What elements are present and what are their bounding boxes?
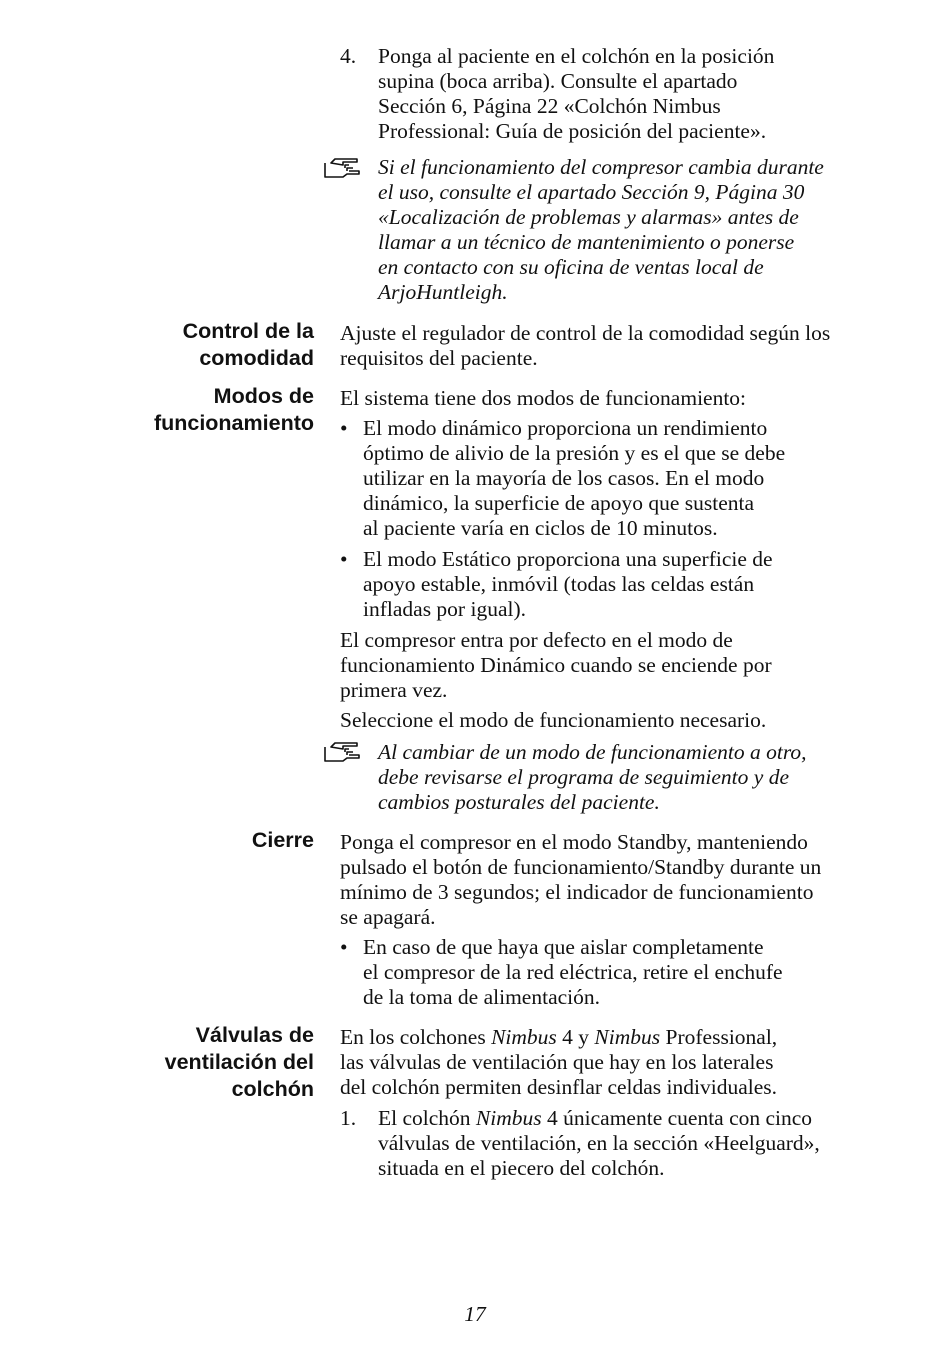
note-compressor [378, 155, 862, 305]
step-number: 4. [340, 44, 357, 68]
text-line: el compresor de la red eléctrica, retire el enchufe [363, 960, 783, 984]
bullet-symbol: • [340, 547, 348, 571]
product-name: Nimbus [475, 1106, 542, 1130]
text-line: Al cambiar de un modo de funcionamiento a otro, [378, 740, 807, 764]
heading-line: ventilación del [164, 1050, 314, 1074]
text-line: El modo Estático proporciona una superficie de [363, 547, 773, 571]
text-line: óptimo de alivio de la presión y es el que se debe [363, 441, 786, 465]
heading-comfort-control [183, 318, 314, 372]
text-run: En los colchones [340, 1025, 492, 1049]
text-run: Professional, [660, 1025, 778, 1049]
bullet-dynamic-mode [363, 416, 858, 541]
product-name: Nimbus [594, 1025, 661, 1049]
text-line: el uso, consulte el apartado Sección 9, Página 30 [378, 180, 805, 204]
text-line: utilizar en la mayoría de los casos. En el modo [363, 466, 765, 490]
text-line: Sección 6, Página 22 «Colchón Nimbus [378, 94, 721, 118]
text-line: funcionamiento Dinámico cuando se enciende por [340, 653, 772, 677]
valves-item-1 [378, 1106, 858, 1181]
text-line: El modo dinámico proporciona un rendimiento [363, 416, 768, 440]
text-line: Ponga el compresor en el modo Standby, manteniendo [340, 830, 808, 854]
bullet-static-mode [363, 547, 858, 622]
item-number: 1. [340, 1106, 357, 1130]
bullet-symbol: • [340, 935, 348, 959]
text-line: supina (boca arriba). Consulte el apartado [378, 69, 738, 93]
text-line: las válvulas de ventilación que hay en los laterales [340, 1050, 774, 1074]
text-line: del colchón permiten desinflar celdas individuales. [340, 1075, 778, 1099]
text-line: cambios posturales del paciente. [378, 790, 660, 814]
text-line: en contacto con su oficina de ventas local de [378, 255, 764, 279]
text-line: El compresor entra por defecto en el modo de [340, 628, 733, 652]
step-4-text [378, 44, 858, 144]
default-mode-paragraph [340, 628, 862, 703]
heading-line: Control de la [182, 319, 314, 343]
text-line: llamar a un técnico de mantenimiento o ponerse [378, 230, 795, 254]
bullet-isolate-compressor [363, 935, 858, 1010]
modes-intro: El sistema tiene dos modos de funcionamiento: [340, 386, 747, 410]
heading-line: funcionamiento [153, 411, 314, 435]
text-line: debe revisarse el programa de seguimiento y de [378, 765, 789, 789]
heading-shutdown [252, 827, 314, 854]
text-line [378, 1106, 858, 1131]
product-name: Nimbus [491, 1025, 557, 1049]
text-line: ArjoHuntleigh. [378, 280, 508, 304]
text-line: Professional: Guía de posición del paciente». [378, 119, 767, 143]
text-line: infladas por igual). [363, 597, 526, 621]
text-line: Si el funcionamiento del compresor cambia durante [378, 155, 824, 179]
text-run: 4 únicamente cuenta con cinco [541, 1106, 813, 1130]
page-number: 17 [464, 1302, 486, 1326]
text-line: al paciente varía en ciclos de 10 minutos. [363, 516, 718, 540]
note-mode-change [378, 740, 862, 815]
text-line: mínimo de 3 segundos; el indicador de funcionamiento [340, 880, 814, 904]
heading-line: Cierre [251, 828, 314, 852]
text-line: «Localización de problemas y alarmas» antes de [378, 205, 799, 229]
heading-line: Modos de [213, 384, 314, 408]
text-line: Ajuste el regulador de control de la comodidad según los [340, 321, 831, 345]
pointing-hand-icon [323, 157, 361, 179]
text-line: dinámico, la superficie de apoyo que sustenta [363, 491, 755, 515]
text-line: primera vez. [340, 678, 448, 702]
valves-paragraph [340, 1025, 862, 1100]
text-line: Ponga al paciente en el colchón en la posición [378, 44, 775, 68]
shutdown-paragraph [340, 830, 862, 930]
text-line: se apagará. [340, 905, 436, 929]
text-line: apoyo estable, inmóvil (todas las celdas están [363, 572, 755, 596]
text-line: En caso de que haya que aislar completamente [363, 935, 764, 959]
text-line: válvulas de ventilación, en la sección «Heelguard», [378, 1131, 820, 1155]
text-line: requisitos del paciente. [340, 346, 538, 370]
bullet-symbol: • [340, 416, 348, 440]
heading-vent-valves [165, 1022, 314, 1103]
heading-line: colchón [231, 1077, 314, 1101]
heading-operating-modes [154, 383, 314, 437]
text-line: situada en el piecero del colchón. [378, 1156, 665, 1180]
text-line: de la toma de alimentación. [363, 985, 601, 1009]
pointing-hand-icon [323, 741, 361, 763]
text-line [340, 1025, 862, 1050]
heading-line: Válvulas de [195, 1023, 314, 1047]
comfort-paragraph [340, 321, 862, 371]
text-run: 4 y [556, 1025, 595, 1049]
select-mode-paragraph: Seleccione el modo de funcionamiento necesario. [340, 708, 767, 732]
heading-line: comodidad [199, 346, 314, 370]
text-run: El colchón [378, 1106, 476, 1130]
text-line: pulsado el botón de funcionamiento/Standby durante un [340, 855, 822, 879]
